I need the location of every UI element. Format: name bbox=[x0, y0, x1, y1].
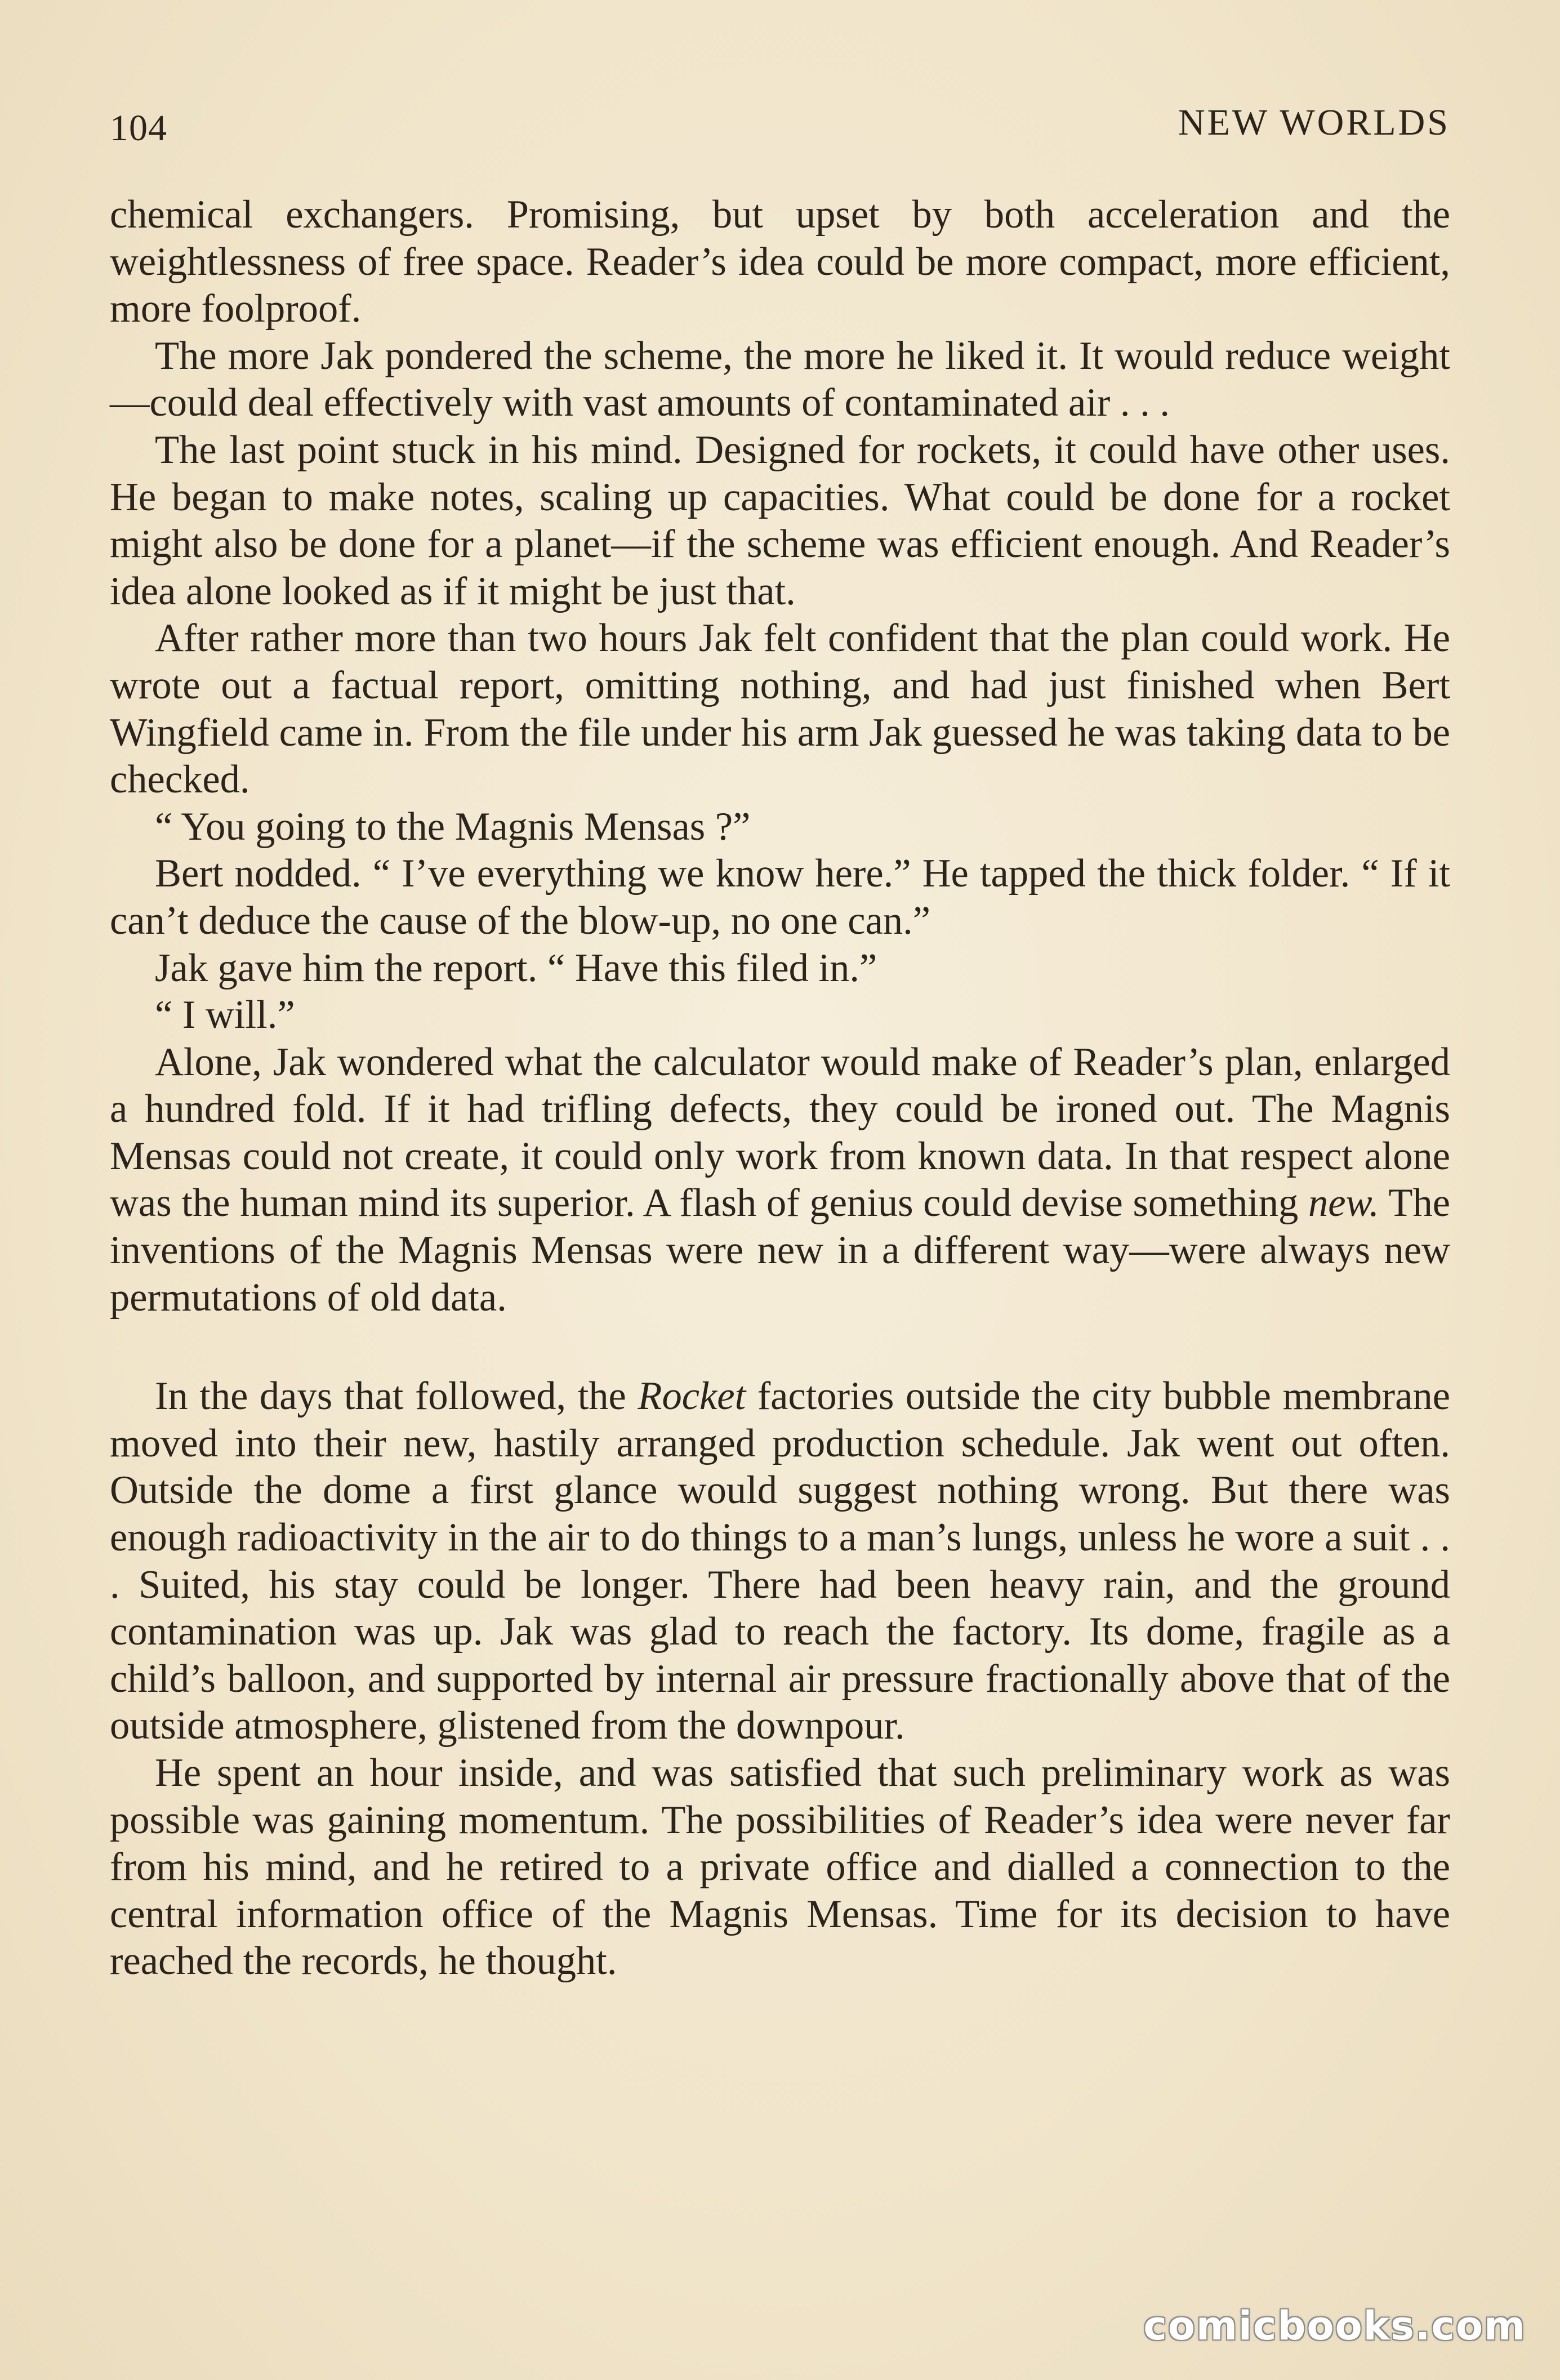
paragraph: The last point stuck in his mind. Designed for rockets, it could have other uses. He began to make notes, scaling up capacities. What could be done for a rocket might also be done for a planet—if the scheme was efficient enough. And Reader’s idea alone looked as if it might be just that. bbox=[110, 427, 1450, 613]
section-break bbox=[110, 1321, 1450, 1373]
paragraph: He spent an hour inside, and was satisfied that such preliminary work as was possible was gaining momentum. The possibilities of Reader’s idea were never far from his mind, and he retired to a private office and dialled a connection to the central information office of the Magnis Mensas. Time for its decision to have reached the records, he thought. bbox=[110, 1751, 1450, 1984]
text-run: The inventions of the Magnis Mensas were new in a different way—were always new permutations of old data. bbox=[110, 1181, 1450, 1320]
italic-word: Rocket bbox=[638, 1374, 746, 1419]
watermark-logo: comicbooks.com bbox=[1143, 2303, 1526, 2349]
body-text bbox=[110, 191, 1450, 1985]
page-header bbox=[110, 96, 1450, 158]
paragraph bbox=[110, 1039, 1450, 1322]
dialogue-line: Jak gave him the report. “ Have this filed in.” bbox=[155, 946, 877, 990]
paragraph bbox=[110, 1373, 1450, 1750]
dialogue-line: “ You going to the Magnis Mensas ?” bbox=[155, 804, 751, 849]
text-run: In the days that followed, the bbox=[155, 1374, 638, 1419]
dialogue-line: “ I will.” bbox=[155, 993, 295, 1037]
paragraph: After rather more than two hours Jak felt confident that the plan could work. He wrote out a factual report, omitting nothing, and had just finished when Bert Wingfield came in. From the file under his arm Jak guessed he was taking data to be checked. bbox=[110, 616, 1450, 802]
paragraph: chemical exchangers. Promising, but upset by both acceleration and the weightlessness of free space. Reader’s idea could be more compact, more efficient, more foolproof. bbox=[110, 193, 1450, 331]
text-run: Alone, Jak wondered what the calculator would make of Reader’s plan, enlarged a hundred fold. If it had trifling defects, they could be ironed out. The Magnis Mensas could not create, it could only work from known data. In that respect alone was the human mind its superior. A flash of genius could devise something bbox=[110, 1040, 1450, 1225]
text-run: factories outside the city bubble membrane moved into their new, hastily arranged production schedule. Jak went out often. Outside the dome a first glance would suggest nothing wrong. But there was enough radioactivity in the air to do things to a man’s lungs, unless he wore a suit . . . Suited, his stay could be longer. There had been heavy rain, and the ground contamination was up. Jak was glad to reach the factory. Its dome, fragile as a child’s balloon, and supported by internal air pressure fractionally above that of the outside atmosphere, glistened from the downpour. bbox=[110, 1374, 1450, 1748]
italic-word: new. bbox=[1308, 1181, 1379, 1225]
paragraph: The more Jak pondered the scheme, the more he liked it. It would reduce weight—could deal effectively with vast amounts of contaminated air . . . bbox=[110, 333, 1450, 425]
running-head: NEW WORLDS bbox=[1178, 102, 1450, 143]
page-number: 104 bbox=[110, 108, 167, 149]
paragraph: Bert nodded. “ I’ve everything we know here.” He tapped the thick folder. “ If it can’t deduce the cause of the blow-up, no one can.” bbox=[110, 852, 1450, 943]
